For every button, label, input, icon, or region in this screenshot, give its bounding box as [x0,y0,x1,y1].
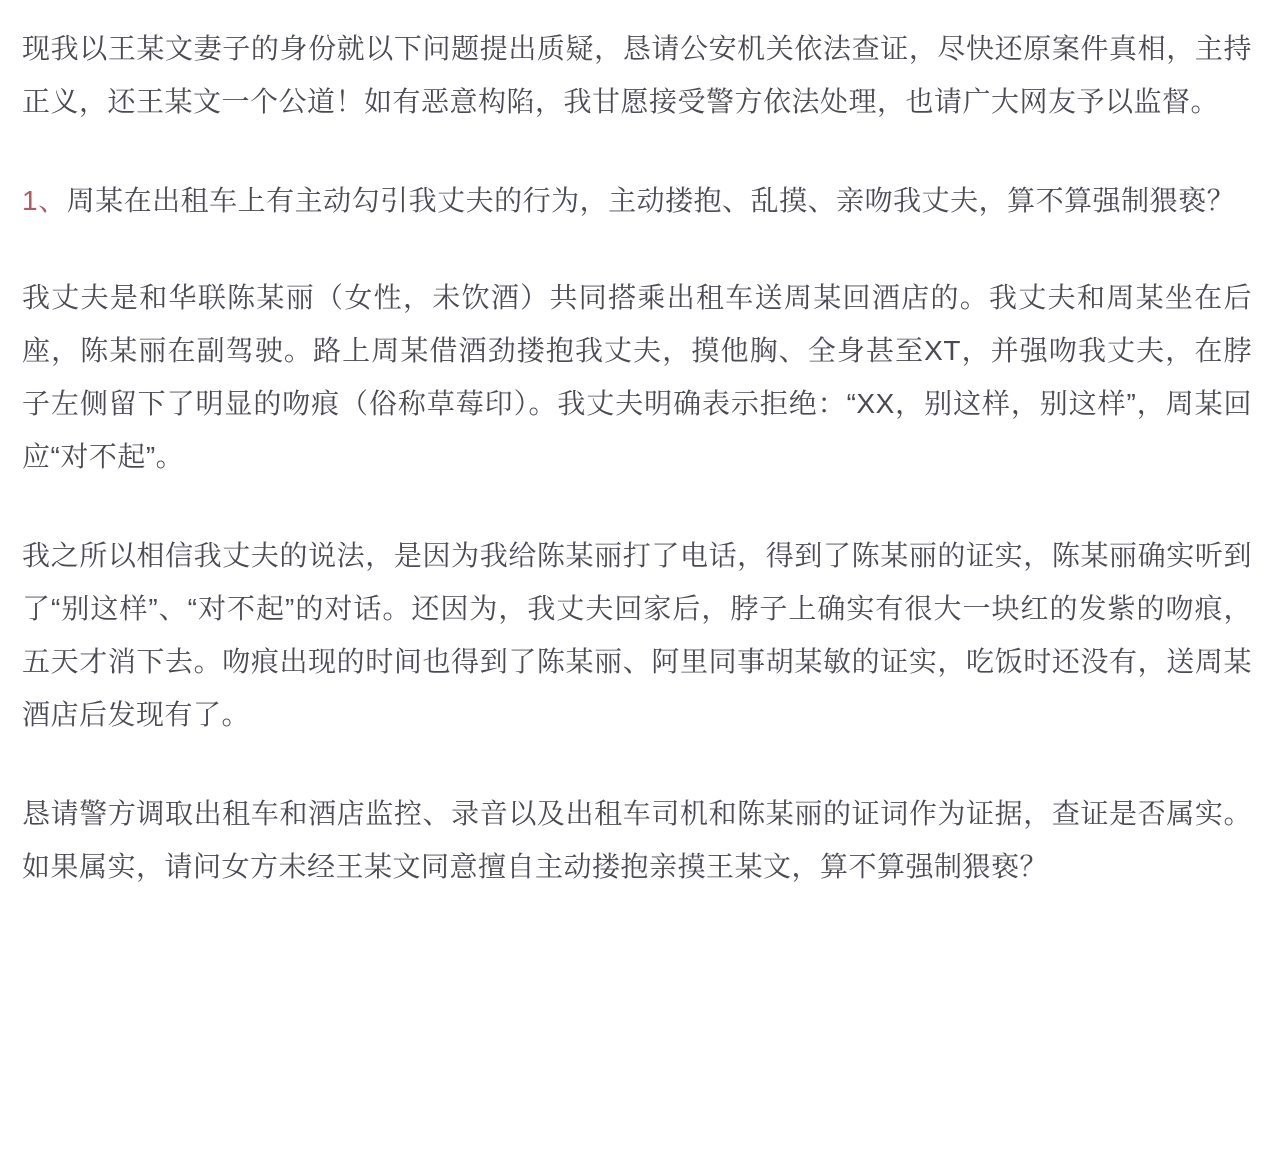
paragraph-detail-3: 恳请警方调取出租车和酒店监控、录音以及出租车司机和陈某丽的证词作为证据，查证是否属实。如果属实，请问女方未经王某文同意擅自主动搂抱亲摸王某文，算不算强制猥亵？ [22,798,1252,882]
question-text: 周某在出租车上有主动勾引我丈夫的行为，主动搂抱、乱摸、亲吻我丈夫，算不算强制猥亵？ [66,185,1236,216]
paragraph-detail-2: 我之所以相信我丈夫的说法，是因为我给陈某丽打了电话，得到了陈某丽的证实，陈某丽确实听到了“别这样”、“对不起”的对话。还因为，我丈夫回家后，脖子上确实有很大一块红的发紫的吻痕，五天才消下去。吻痕出现的时间也得到了陈某丽、阿里同事胡某敏的证实，吃饭时还没有，送周某酒店后发现有了。 [22,540,1252,730]
paragraph-intro: 现我以王某文妻子的身份就以下问题提出质疑，恳请公安机关依法查证，尽快还原案件真相，主持正义，还王某文一个公道！如有恶意构陷，我甘愿接受警方依法处理，也请广大网友予以监督。 [22,33,1252,117]
question-number: 1、 [22,185,67,216]
paragraph-question-1 [22,174,1252,227]
paragraph-detail-1: 我丈夫是和华联陈某丽（女性，未饮酒）共同搭乘出租车送周某回酒店的。我丈夫和周某坐在后座，陈某丽在副驾驶。路上周某借酒劲搂抱我丈夫，摸他胸、全身甚至XT，并强吻我丈夫，在脖子左侧留下了明显的吻痕（俗称草莓印）。我丈夫明确表示拒绝：“XX，别这样，别这样”，周某回应“对不起”。 [22,282,1252,472]
